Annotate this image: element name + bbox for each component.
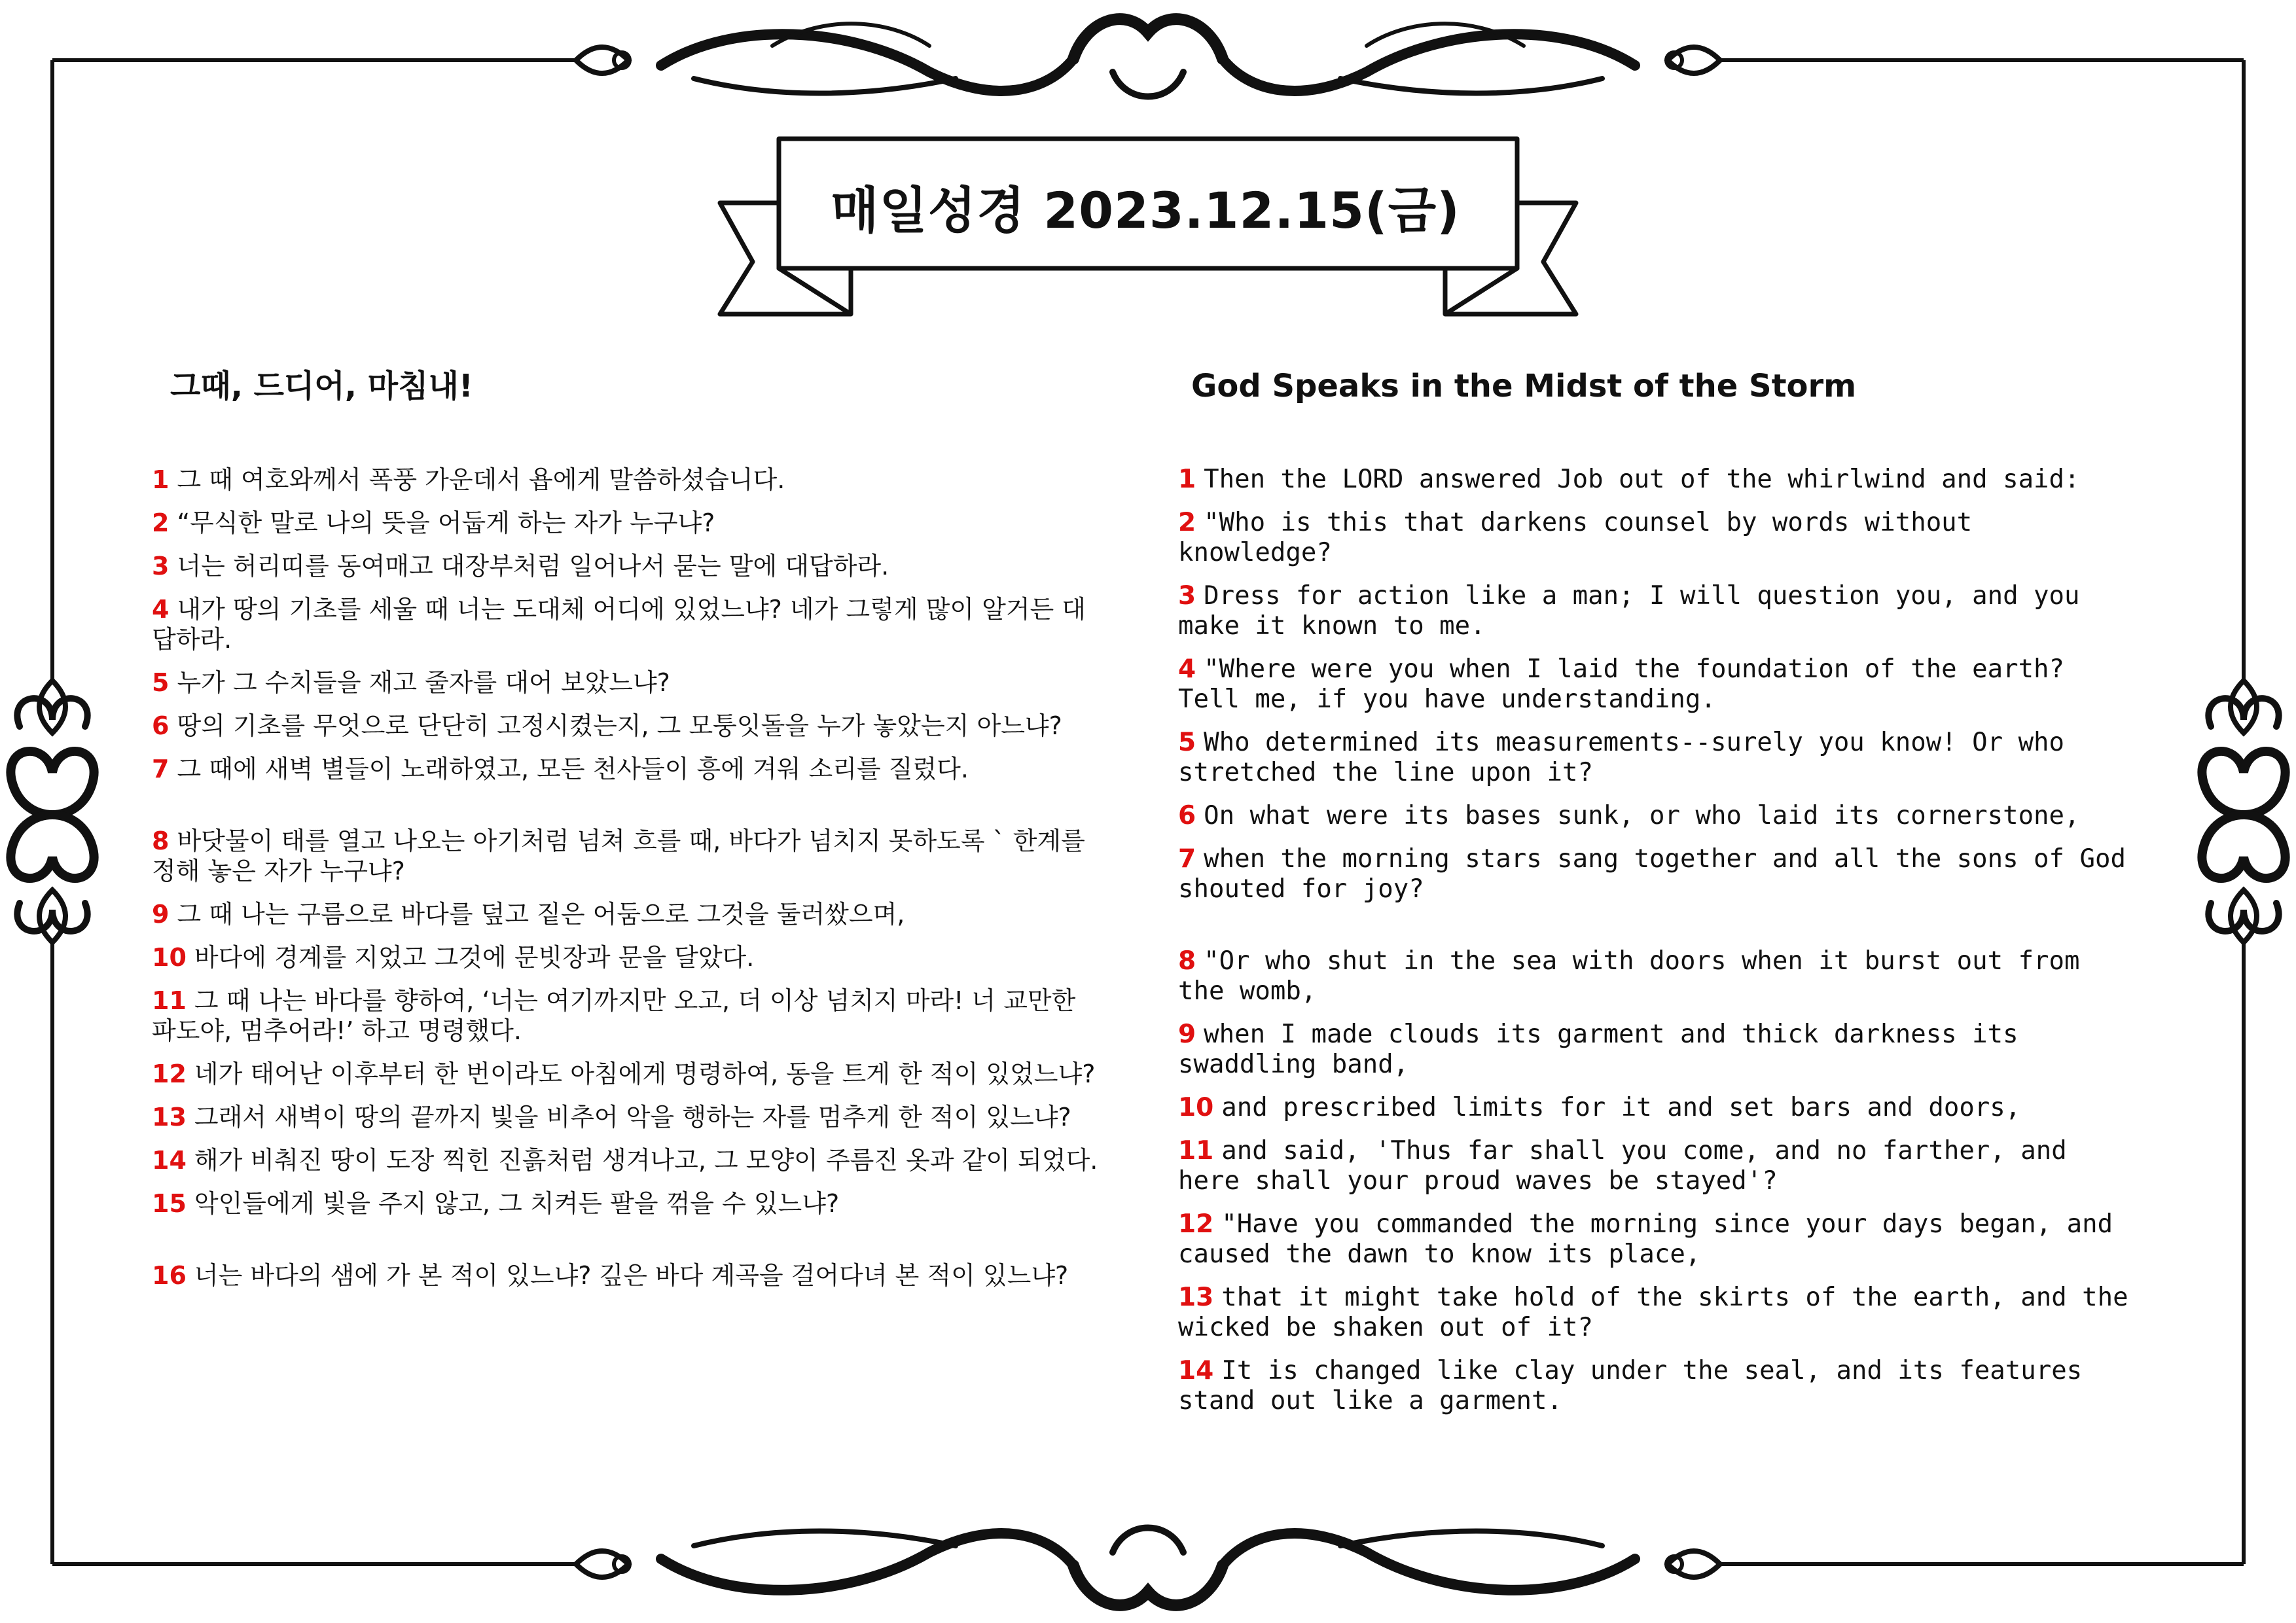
korean-verse-16 [152, 1260, 1107, 1291]
korean-verse-11 [152, 986, 1107, 1046]
verse-text: “무식한 말로 나의 뜻을 어둡게 하는 자가 누구냐? [177, 508, 715, 537]
verse-number: 16 [152, 1261, 187, 1290]
verse-number: 4 [1178, 654, 1196, 684]
verse-text: 내가 땅의 기초를 세울 때 너는 도대체 어디에 있었느냐? 네가 그렇게 많이 알거든 대답하라. [152, 595, 1086, 654]
english-verse-12 [1178, 1209, 2134, 1270]
english-verse-1 [1178, 465, 2134, 495]
verse-text: and prescribed limits for it and set bars and doors, [1221, 1093, 2021, 1122]
verse-number: 12 [1178, 1209, 1214, 1239]
verse-text: 바다에 경계를 지었고 그것에 문빗장과 문을 달았다. [194, 943, 755, 972]
verse-number: 7 [152, 755, 170, 783]
korean-verse-4 [152, 594, 1107, 654]
verse-text: when I made clouds its garment and thick darkness its swaddling band, [1178, 1020, 2018, 1079]
korean-verse-15 [152, 1188, 1107, 1219]
verse-text: Who determined its measurements--surely you know! Or who stretched the line upon it? [1178, 728, 2065, 787]
verse-text: 누가 그 수치들을 재고 줄자를 대어 보았느냐? [177, 668, 670, 697]
english-verse-6 [1178, 801, 2134, 831]
verse-number: 5 [152, 668, 170, 697]
verse-number: 11 [1178, 1136, 1214, 1166]
verse-text: Then the LORD answered Job out of the whirlwind and said: [1204, 465, 2080, 494]
english-verse-14 [1178, 1356, 2134, 1416]
korean-verse-10 [152, 942, 1107, 972]
verse-text: 그 때 나는 구름으로 바다를 덮고 짙은 어둠으로 그것을 둘러쌌으며, [177, 900, 905, 929]
english-verse-11 [1178, 1136, 2134, 1196]
verse-text: "Or who shut in the sea with doors when it burst out from the womb, [1178, 946, 2080, 1006]
korean-verse-3 [152, 551, 1107, 581]
verse-text: 그래서 새벽이 땅의 끝까지 빛을 비추어 악을 행하는 자를 멈추게 한 적이 있느냐? [194, 1103, 1071, 1132]
english-verse-5 [1178, 728, 2134, 788]
verse-number: 13 [152, 1103, 187, 1132]
verse-number: 1 [1178, 465, 1196, 494]
english-column-title: God Speaks in the Midst of the Storm [1191, 368, 1857, 404]
verse-number: 5 [1178, 728, 1196, 757]
verse-text: 땅의 기초를 무엇으로 단단히 고정시켰는지, 그 모퉁잇돌을 누가 놓았는지 아느냐? [177, 711, 1062, 740]
verse-number: 3 [152, 552, 170, 580]
english-verse-10 [1178, 1093, 2134, 1123]
verse-text: 그 때 여호와께서 폭풍 가운데서 욥에게 말씀하셨습니다. [177, 465, 785, 494]
korean-verse-9 [152, 899, 1107, 929]
verse-text: 바닷물이 태를 열고 나오는 아기처럼 넘쳐 흐를 때, 바다가 넘치지 못하도록 ` 한계를 정해 놓은 자가 누구냐? [152, 827, 1085, 885]
verse-number: 8 [1178, 946, 1196, 976]
verse-text: 악인들에게 빛을 주지 않고, 그 치켜든 팔을 꺾을 수 있느냐? [194, 1189, 840, 1218]
verse-number: 9 [152, 900, 170, 929]
english-verse-13 [1178, 1283, 2134, 1343]
verse-number: 7 [1178, 844, 1196, 874]
bottom-scroll-ornament [576, 1528, 1720, 1605]
verse-text: "Who is this that darkens counsel by words without knowledge? [1178, 508, 1973, 567]
english-verse-3 [1178, 581, 2134, 641]
english-verse-list [1178, 465, 2134, 1416]
verse-number: 4 [152, 595, 170, 624]
korean-verse-6 [152, 711, 1107, 741]
verse-text: It is changed like clay under the seal, and its features stand out like a garment. [1178, 1356, 2083, 1416]
verse-number: 14 [152, 1146, 187, 1175]
english-column [1178, 366, 2134, 1429]
verse-number: 15 [152, 1189, 187, 1218]
korean-column-title: 그때, 드디어, 마침내! [170, 368, 473, 404]
korean-verse-list [152, 465, 1107, 1291]
verse-number: 8 [152, 827, 170, 855]
korean-verse-8 [152, 826, 1107, 886]
korean-column [152, 366, 1107, 1304]
verse-text: and said, 'Thus far shall you come, and no farther, and here shall your proud waves be stayed'? [1178, 1136, 2067, 1196]
page-title: 매일성경 2023.12.15(금) [831, 181, 1460, 240]
verse-text: 해가 비춰진 땅이 도장 찍힌 진흙처럼 생겨나고, 그 모양이 주름진 옷과 같이 되었다. [194, 1146, 1098, 1175]
verse-number: 3 [1178, 581, 1196, 611]
verse-number: 12 [152, 1060, 187, 1088]
verse-text: "Where were you when I laid the foundation of the earth? Tell me, if you have understanding. [1178, 654, 2065, 714]
verse-number: 2 [152, 508, 170, 537]
korean-verse-12 [152, 1059, 1107, 1089]
verse-text: 너는 허리띠를 동여매고 대장부처럼 일어나서 묻는 말에 대답하라. [177, 552, 889, 580]
english-verse-7 [1178, 844, 2134, 904]
verse-number: 10 [152, 943, 187, 972]
verse-text: "Have you commanded the morning since your days began, and caused the dawn to know its place, [1178, 1209, 2113, 1269]
top-scroll-ornament [576, 19, 1720, 96]
verse-text: that it might take hold of the skirts of the earth, and the wicked be shaken out of it? [1178, 1283, 2128, 1342]
english-verse-2 [1178, 508, 2134, 568]
verse-number: 14 [1178, 1356, 1214, 1385]
right-side-ornament [2202, 681, 2285, 942]
verse-number: 11 [152, 986, 187, 1015]
verse-text: Dress for action like a man; I will question you, and you make it known to me. [1178, 581, 2080, 641]
verse-text: On what were its bases sunk, or who laid its cornerstone, [1204, 801, 2080, 830]
verse-text: 그 때에 새벽 별들이 노래하였고, 모든 천사들이 흥에 겨워 소리를 질렀다. [177, 755, 969, 783]
verse-number: 1 [152, 465, 170, 494]
korean-verse-2 [152, 508, 1107, 538]
verse-number: 6 [152, 711, 170, 740]
verse-number: 13 [1178, 1283, 1214, 1312]
korean-verse-7 [152, 754, 1107, 784]
korean-verse-1 [152, 465, 1107, 495]
english-verse-8 [1178, 946, 2134, 1007]
korean-verse-5 [152, 668, 1107, 698]
english-verse-4 [1178, 654, 2134, 715]
english-verse-9 [1178, 1020, 2134, 1080]
left-side-ornament [10, 681, 94, 942]
verse-number: 6 [1178, 801, 1196, 830]
verse-number: 2 [1178, 508, 1196, 537]
korean-verse-14 [152, 1145, 1107, 1175]
verse-text: 네가 태어난 이후부터 한 번이라도 아침에게 명령하여, 동을 트게 한 적이 있었느냐? [194, 1060, 1096, 1088]
verse-text: 그 때 나는 바다를 향하여, ‘너는 여기까지만 오고, 더 이상 넘치지 마라! 너 교만한 파도야, 멈추어라!’ 하고 명령했다. [152, 986, 1076, 1045]
korean-verse-13 [152, 1102, 1107, 1132]
verse-number: 9 [1178, 1020, 1196, 1049]
verse-number: 10 [1178, 1093, 1214, 1122]
verse-text: 너는 바다의 샘에 가 본 적이 있느냐? 깊은 바다 계곡을 걸어다녀 본 적이 있느냐? [194, 1261, 1069, 1290]
verse-text: when the morning stars sang together and all the sons of God shouted for joy? [1178, 844, 2126, 904]
